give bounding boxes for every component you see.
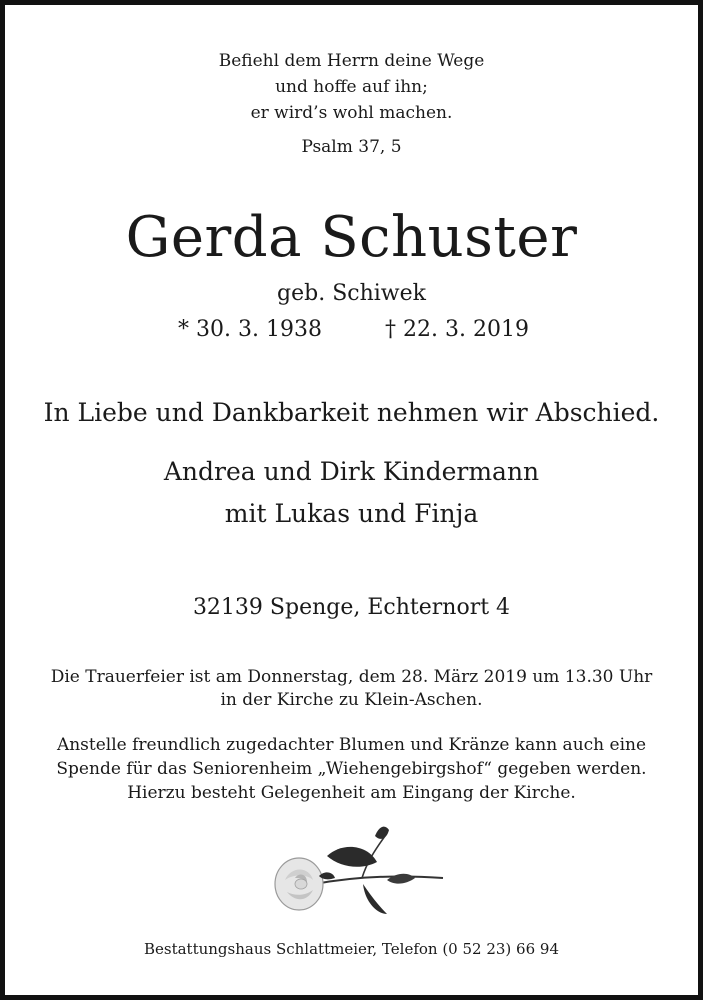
death-date: † 22. 3. 2019 — [385, 317, 529, 342]
farewell-text: In Liebe und Dankbarkeit nehmen wir Abschied. — [43, 398, 660, 427]
funeral-home: Bestattungshaus Schlattmeier, Telefon (0 52 23) 66 94 — [143, 940, 559, 958]
service-line-1: Die Trauerfeier ist am Donnerstag, dem 28. März 2019 um 13.30 Uhr — [50, 667, 653, 687]
donation-line-2: Spende für das Seniorenheim „Wiehengebirgshof“ gegeben werden. — [56, 759, 647, 779]
address: 32139 Spenge, Echternort 4 — [192, 595, 511, 620]
birth-name: geb. Schiwek — [277, 281, 426, 306]
donation-line-3: Hierzu besteht Gelegenheit am Eingang der Kirche. — [127, 783, 576, 803]
verse-line-2: und hoffe auf ihn; — [275, 77, 428, 97]
birth-date: * 30. 3. 1938 — [178, 317, 322, 342]
mourners-line-2: mit Lukas und Finja — [224, 499, 479, 528]
verse-source: Psalm 37, 5 — [301, 137, 402, 157]
verse-line-3: er wird’s wohl machen. — [250, 103, 453, 123]
verse-line-1: Befiehl dem Herrn deine Wege — [218, 51, 485, 71]
mourners-line-1: Andrea und Dirk Kindermann — [163, 457, 540, 486]
deceased-name: Gerda Schuster — [125, 205, 578, 270]
service-line-2: in der Kirche zu Klein-Aschen. — [220, 690, 483, 710]
rose-icon — [267, 822, 445, 922]
donation-line-1: Anstelle freundlich zugedachter Blumen und Kränze kann auch eine — [56, 735, 647, 755]
